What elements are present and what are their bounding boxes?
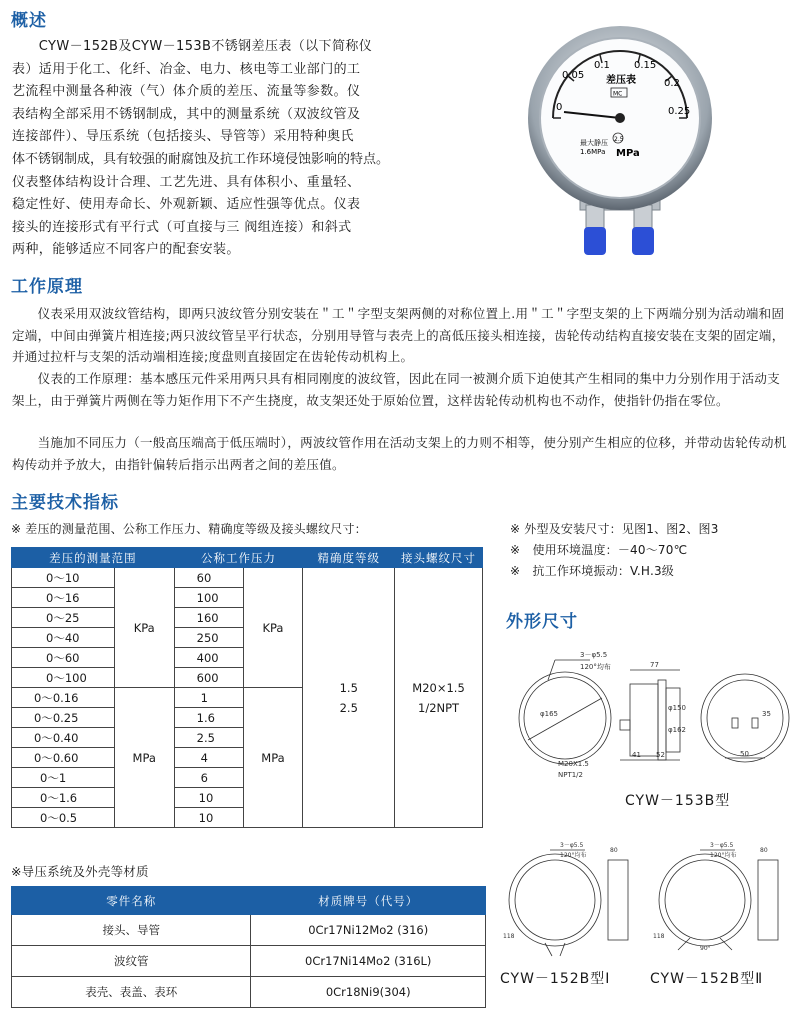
drawing-cyw152b-1 xyxy=(500,838,645,963)
spec-note-temperature: ※ 使用环境温度：－40～70℃ xyxy=(510,543,688,557)
gauge-static-label: 最大静压 xyxy=(580,139,608,147)
pressure-cell: 600 xyxy=(174,668,243,688)
table-row xyxy=(12,568,483,588)
drawing-cyw152b-2 xyxy=(650,838,795,963)
materials-table xyxy=(11,886,486,1008)
blue-cap-right xyxy=(632,227,654,255)
material-cell: 0Cr18Ni9(304) xyxy=(251,977,486,1008)
dim-118: 118 xyxy=(653,933,665,940)
part-name-cell: 表壳、表盖、表环 xyxy=(12,977,251,1008)
dim-angle: 90° xyxy=(700,945,711,952)
gauge-pivot xyxy=(615,113,625,123)
range-cell: 0～60 xyxy=(12,648,115,668)
part-name-cell: 接头、导管 xyxy=(12,915,251,946)
materials-header: 零件名称 xyxy=(12,887,251,915)
gauge-class: 2.5 xyxy=(614,136,624,143)
accuracy-value: 2.5 xyxy=(339,700,358,715)
caption-cyw152b-1: CYW－152B型Ⅰ xyxy=(500,971,611,987)
gauge-photo xyxy=(520,20,720,265)
front-view-outer xyxy=(659,854,751,946)
range-cell: 0～40 xyxy=(12,628,115,648)
gauge-tick-0: 0 xyxy=(556,102,563,113)
side-view-case xyxy=(608,860,628,940)
material-cell: 0Cr17Ni14Mo2 (316L) xyxy=(251,946,486,977)
dim-pitch: 120°均布 xyxy=(580,663,611,671)
spec-note-dimensions: ※ 外型及安装尺寸：见图1、图2、图3 xyxy=(510,522,719,536)
gauge-unit: MPa xyxy=(616,148,640,159)
specs-note: ※ 差压的测量范围、公称工作压力、精确度等级及接头螺纹尺寸： xyxy=(11,522,367,536)
gauge-title: 差压表 xyxy=(606,75,636,86)
back-view-inner xyxy=(707,680,783,756)
fitting-left xyxy=(586,205,604,229)
caption-cyw152b-2: CYW－152B型Ⅱ xyxy=(650,971,764,987)
holes-leader-tip xyxy=(548,660,555,680)
materials-note: ※导压系统及外壳等材质 xyxy=(11,864,149,879)
front-view-inner xyxy=(515,860,595,940)
range-cell: 0～1.6 xyxy=(12,788,115,808)
gauge-tick-2: 0.1 xyxy=(594,60,610,71)
dim-162: φ162 xyxy=(668,726,686,734)
gauge-static-value: 1.6MPa xyxy=(580,148,606,156)
overview-line: CYW－152B及CYW－153B不锈钢差压表（以下简称仪 xyxy=(12,39,373,54)
pressure-cell: 1.6 xyxy=(174,708,243,728)
dim-pitch: 120°均布 xyxy=(560,852,587,859)
dim-150: φ150 xyxy=(668,704,686,712)
range-cell: 0～16 xyxy=(12,588,115,608)
fitting-right xyxy=(634,205,652,229)
dim-35: 35 xyxy=(762,710,771,718)
dim-npt: NPT1/2 xyxy=(558,771,583,779)
pressure-cell: 160 xyxy=(174,608,243,628)
range-cell: 0～1 xyxy=(12,768,115,788)
side-view-fitting xyxy=(620,720,630,730)
specs-header: 接头螺纹尺寸 xyxy=(395,548,483,568)
principle-paragraph-1: 仪表采用双波纹管结构，即两只波纹管分别安装在＂工＂字型支架两侧的对称位置上.用＂工＂字型支架的上下两端分别为活动端和固定端，中间由弹簧片相连接;两只波纹管呈平行状态，分别用导管与表壳上的高低压接头相连接，齿轮传动结构直接安装在支架的固定端，并通过拉杆与支架的活动端相连接;度盘则直接固定在齿轮传动机构上。 xyxy=(12,306,785,365)
overview-text xyxy=(12,36,444,262)
dia-line xyxy=(528,698,602,740)
fittings xyxy=(545,943,565,956)
pressure-cell: 400 xyxy=(174,648,243,668)
range-cell: 0～0.16 xyxy=(12,688,115,708)
side-view-back xyxy=(666,688,680,752)
thread-value: 1/2NPT xyxy=(418,700,460,715)
spec-note-vibration: ※ 抗工作环境振动：V.H.3级 xyxy=(510,564,674,578)
specs-header-row xyxy=(12,548,483,568)
blue-cap-left xyxy=(584,227,606,255)
specs-header: 差压的测量范围 xyxy=(12,548,175,568)
pressure-unit-cell: MPa xyxy=(243,688,303,828)
principle-title: 工作原理 xyxy=(11,277,83,297)
caption-cyw153b: CYW－153B型 xyxy=(625,793,731,809)
front-view-outer xyxy=(509,854,601,946)
dims-title: 外形尺寸 xyxy=(506,612,578,632)
pressure-cell: 100 xyxy=(174,588,243,608)
principle-paragraph-3: 当施加不同压力（一般高压端高于低压端时），两波纹管作用在活动支架上的力则不相等，使分别产生相应的位移，并带动齿轮传动机构传动并予放大，由指针偏转后指示出两者之间的差压值。 xyxy=(12,435,787,472)
specs-title: 主要技术指标 xyxy=(11,493,119,513)
dim-80: 80 xyxy=(610,847,618,854)
drawing-cyw153b xyxy=(500,640,795,780)
table-row xyxy=(12,977,486,1008)
side-view-case xyxy=(758,860,778,940)
overview-line: 表）适用于化工、化纤、冶金、电力、核电等工业部门的工 xyxy=(12,61,361,77)
range-unit-cell: MPa xyxy=(114,688,174,828)
materials-header: 材质牌号（代号） xyxy=(251,887,486,915)
range-cell: 0～0.40 xyxy=(12,728,115,748)
front-view-outer xyxy=(519,672,611,764)
gauge-tick-3: 0.15 xyxy=(634,60,657,71)
dim-41: 41 xyxy=(632,751,641,759)
dim-52: 52 xyxy=(656,751,665,759)
dim-118: 118 xyxy=(503,933,515,940)
front-view-inner xyxy=(665,860,745,940)
range-cell: 0～0.5 xyxy=(12,808,115,828)
dim-holes: 3－φ5.5 xyxy=(710,842,734,849)
pressure-cell: 10 xyxy=(174,808,243,828)
table-row xyxy=(12,915,486,946)
side-view-case xyxy=(630,684,658,756)
materials-header-row xyxy=(12,887,486,915)
gauge-mark: MC xyxy=(613,90,623,98)
pressure-cell: 2.5 xyxy=(174,728,243,748)
dim-thread: M20X1.5 xyxy=(558,760,589,768)
overview-line: 艺流程中测量各种液（气）体介质的差压、流量等参数。仪 xyxy=(12,84,361,100)
accuracy-value: 1.5 xyxy=(339,680,358,695)
range-unit-cell: KPa xyxy=(114,568,174,688)
gauge-tick-5: 0.25 xyxy=(668,106,691,117)
overview-line: 体不锈钢制成，具有较强的耐腐蚀及抗工作环境侵蚀影响的特点。 xyxy=(12,151,390,167)
overview-line: 表结构全部采用不锈钢制成，其中的测量系统（双波纹管及 xyxy=(12,106,361,122)
dim-50: 50 xyxy=(740,750,749,758)
dim-dia: φ165 xyxy=(540,710,558,718)
thread-value: M20×1.5 xyxy=(412,680,465,695)
overview-line: 稳定性好、使用寿命长、外观新颖、适应性强等优点。仪表 xyxy=(12,197,361,213)
range-cell: 0～10 xyxy=(12,568,115,588)
range-cell: 0～25 xyxy=(12,608,115,628)
pressure-unit-cell: KPa xyxy=(243,568,303,688)
pressure-cell: 4 xyxy=(174,748,243,768)
overview-line: 接头的连接形式有平行式（可直接与三 阀组连接）和斜式 xyxy=(12,219,352,235)
part-name-cell: 波纹管 xyxy=(12,946,251,977)
back-fitting-right xyxy=(752,718,758,728)
overview-line: 仪表整体结构设计合理、工艺先进、具有体积小、重量轻、 xyxy=(12,174,361,190)
pressure-cell: 250 xyxy=(174,628,243,648)
overview-line: 两种，能够适应不同客户的配套安装。 xyxy=(12,242,240,258)
back-fitting-left xyxy=(732,718,738,728)
dim-holes: 3－φ5.5 xyxy=(560,842,584,849)
side-view-ring xyxy=(658,680,666,760)
accuracy-cell xyxy=(303,568,395,828)
range-cell: 0～0.25 xyxy=(12,708,115,728)
pressure-cell: 10 xyxy=(174,788,243,808)
range-cell: 0～0.60 xyxy=(12,748,115,768)
pressure-cell: 60 xyxy=(174,568,243,588)
thread-cell xyxy=(395,568,483,828)
front-view-inner xyxy=(524,677,606,759)
specs-header: 精确度等级 xyxy=(303,548,395,568)
dim-80: 80 xyxy=(760,847,768,854)
dim-holes: 3－φ5.5 xyxy=(580,651,608,659)
pressure-cell: 1 xyxy=(174,688,243,708)
material-cell: 0Cr17Ni12Mo2 (316) xyxy=(251,915,486,946)
table-row xyxy=(12,946,486,977)
overview-title: 概述 xyxy=(11,11,47,31)
specs-header: 公称工作压力 xyxy=(174,548,303,568)
gauge-tick-4: 0.2 xyxy=(664,78,680,89)
overview-line: 连接部件）、导压系统（包括接头、导管等）采用特种奥氏 xyxy=(12,129,354,145)
pressure-cell: 6 xyxy=(174,768,243,788)
dim-77: 77 xyxy=(650,661,659,669)
principle-paragraph-2: 仪表的工作原理：基本感压元件采用两只具有相同刚度的波纹管，因此在同一被测介质下迫使其产生相同的集中力分别作用于活动支架上，由于弹簧片两侧在等力矩作用下不产生挠度，故支架还处于原始位置，这样齿轮传动机构也不动作，使指针仍指在零位。 xyxy=(12,371,781,408)
gauge-tick-1: 0.05 xyxy=(562,70,585,81)
range-cell: 0～100 xyxy=(12,668,115,688)
dim-pitch: 120°均布 xyxy=(710,852,737,859)
back-view-outer xyxy=(701,674,789,762)
specs-table xyxy=(11,547,483,828)
